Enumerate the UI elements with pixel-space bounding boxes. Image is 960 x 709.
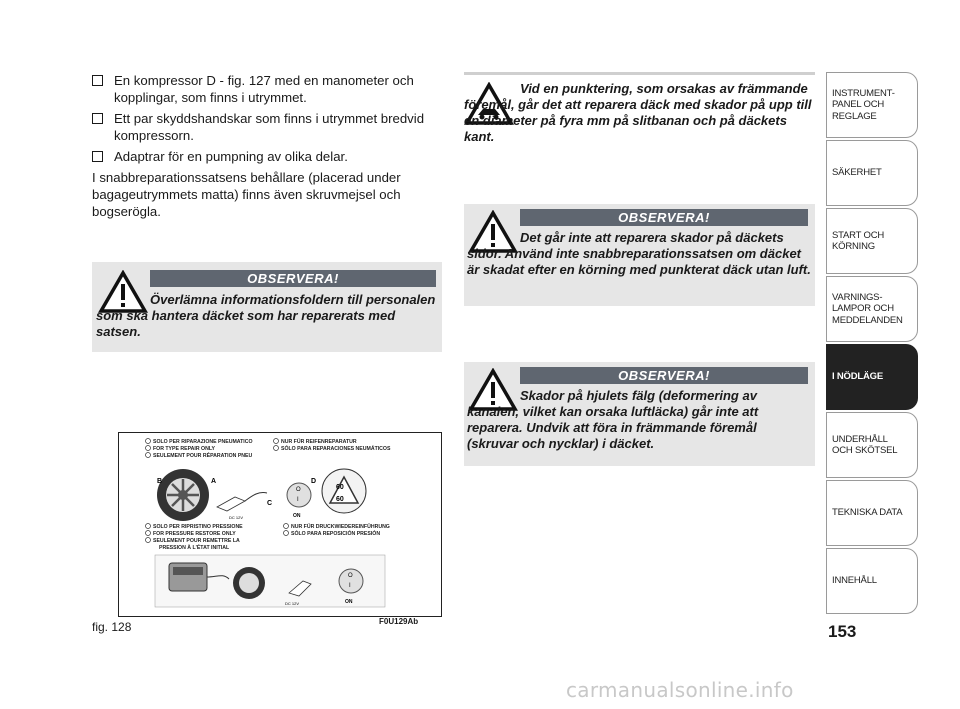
warning-banner: OBSERVERA! [520, 367, 808, 384]
warning-box-info-folder [92, 262, 442, 352]
svg-text:60: 60 [336, 496, 344, 503]
tab-tekniska-data[interactable]: TEKNISKA DATA [826, 480, 918, 546]
label-line: PRESSION À L'ÉTAT INITIAL [159, 545, 230, 551]
warning-banner: OBSERVERA! [520, 209, 808, 226]
svg-text:ON: ON [293, 513, 301, 519]
label-line: FOR PRESSURE RESTORE ONLY [153, 531, 236, 537]
label-line: NUR FÜR REIFENREPARATUR [281, 439, 357, 445]
label-line: FOR TYPE REPAIR ONLY [153, 446, 215, 452]
section-divider [464, 72, 815, 75]
kit-contents-paragraph: I snabbreparationssatsens behållare (placerad under bagageutrymmets matta) finns även skruvmejsel och bogserögla. [92, 170, 401, 219]
tab-underhall[interactable]: UNDERHÅLL OCH SKÖTSEL [826, 412, 918, 478]
page-number: 153 [828, 622, 857, 641]
label-line: SOLO PER RIPARAZIONE PNEUMATICO [153, 439, 253, 445]
label-line: NUR FÜR DRUCKWIEDEREINFÜHRUNG [291, 524, 390, 530]
label-line: SÓLO PARA REPOSICIÓN PRESIÓN [291, 531, 381, 537]
warning-box-tire-sides [464, 204, 815, 306]
tab-varningslampor[interactable]: VARNINGS- LAMPOR OCH MEDDELANDEN [826, 276, 918, 342]
checkbox-bullet-icon [92, 151, 103, 162]
figure-caption: fig. 128 [92, 620, 132, 634]
warning-text: Det går inte att reparera skador på däckets sidor. Använd inte snabbreparationssatsen om däcket är skadat efter en körning med punkterat däck utan luft. [467, 230, 811, 277]
figure-code: F0U129Ab [379, 617, 419, 626]
warning-banner: OBSERVERA! [150, 270, 436, 287]
svg-text:D: D [311, 478, 317, 485]
warning-text: Överlämna informationsfoldern till personalen som ska hantera däcket som har reparerats med satsen. [96, 292, 436, 339]
watermark-footer: carmanualsonline.info [566, 678, 794, 702]
warning-box-rim-damage [464, 362, 815, 466]
flat-tire-text: Vid en punktering, som orsakas av främmande föremål, går det att reparera däck med skador på upp till en diameter på fyra mm på slitbanan och på däckets kant. [464, 81, 812, 144]
pressure-restore-diagram [155, 555, 385, 607]
label-line: SEULEMENT POUR REMETTRE LA [153, 538, 240, 544]
left-text-column [92, 72, 444, 220]
svg-text:O: O [348, 573, 353, 579]
svg-text:O: O [296, 487, 301, 493]
bullet-item: Adaptrar för en pumpning av olika delar. [92, 148, 444, 165]
svg-text:60: 60 [336, 484, 344, 491]
svg-text:A: A [211, 478, 217, 485]
flat-tire-note [464, 76, 815, 162]
kit-label-illustration [119, 433, 441, 616]
svg-text:C: C [267, 500, 273, 507]
tab-i-nodlage[interactable]: I NÖDLÄGE [826, 344, 918, 410]
svg-text:B: B [157, 478, 163, 485]
svg-text:I: I [297, 497, 299, 503]
tire-repair-diagram [157, 469, 366, 521]
tab-innehall[interactable]: INNEHÅLL [826, 548, 918, 614]
svg-text:I: I [349, 583, 351, 589]
svg-text:DC 12V: DC 12V [229, 515, 244, 520]
checkbox-bullet-icon [92, 75, 103, 86]
svg-text:ON: ON [345, 599, 353, 605]
checkbox-bullet-icon [92, 113, 103, 124]
tab-instrumentpanel[interactable]: INSTRUMENT- PANEL OCH REGLAGE [826, 72, 918, 138]
label-line: SÓLO PARA REPARACIONES NEUMÁTICOS [281, 446, 391, 452]
warning-text: Skador på hjulets fälg (deformering av kanalen, vilket kan orsaka luftläcka) går inte att reparera. Undvik att föra in främmande föremål (skruvar och nycklar) i däcket. [467, 388, 759, 451]
label-line: SEULEMENT POUR RÉPARATION PNEU [153, 453, 253, 459]
bullet-item: En kompressor D - fig. 127 med en manometer och kopplingar, som finns i utrymmet. [92, 72, 444, 106]
tab-sakerhet[interactable]: SÄKERHET [826, 140, 918, 206]
bullet-item: Ett par skyddshandskar som finns i utrymmet bredvid kompressorn. [92, 110, 444, 144]
figure-128-kit-label [118, 432, 442, 617]
svg-text:DC 12V: DC 12V [285, 601, 300, 606]
label-line: SOLO PER RIPRISTINO PRESSIONE [153, 524, 243, 530]
tab-start-och-korning[interactable]: START OCH KÖRNING [826, 208, 918, 274]
